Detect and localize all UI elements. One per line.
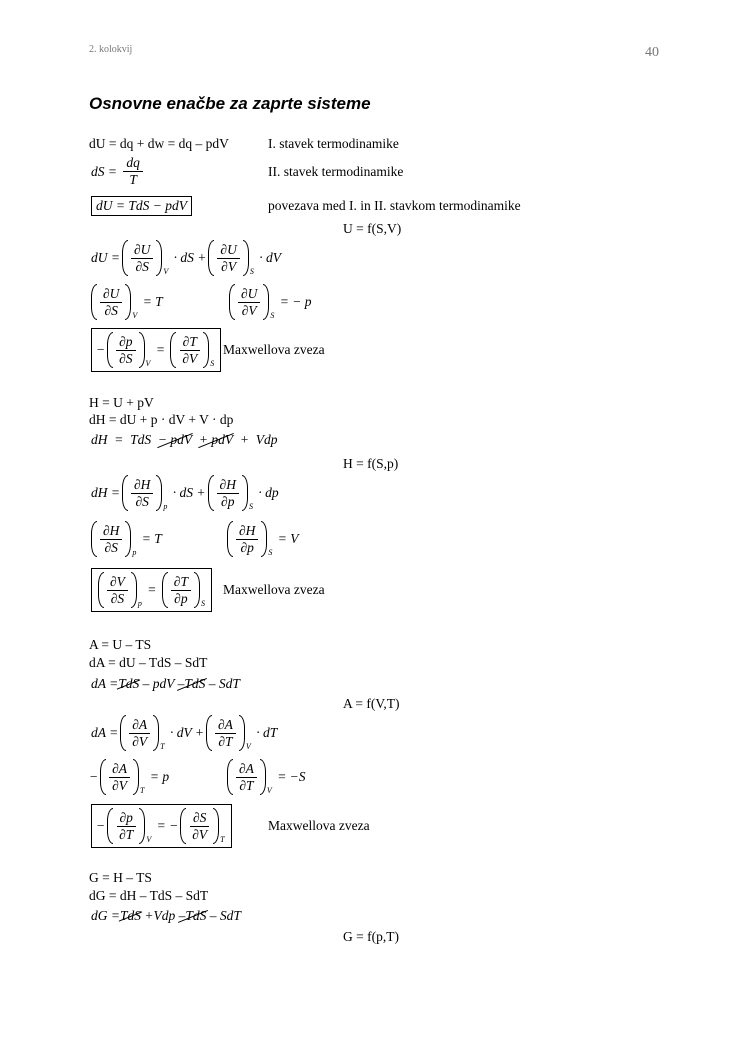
partial-derivative (206, 715, 251, 751)
subscript: p (137, 599, 142, 608)
maxwell-relation-box (91, 568, 212, 612)
subscript: S (210, 359, 215, 368)
operator: · dV (255, 250, 281, 265)
right-paren-icon (125, 521, 131, 557)
numerator: ∂p (117, 810, 136, 827)
fraction (107, 574, 128, 607)
math-term: dH = TdS (91, 432, 158, 447)
denominator: ∂V (241, 302, 257, 318)
left-paren-icon (162, 572, 168, 608)
fraction (171, 574, 191, 607)
denominator: ∂S (135, 258, 149, 274)
math-term: − (96, 818, 106, 833)
denominator: ∂T (119, 826, 134, 842)
partial-derivative (107, 332, 150, 368)
rhs: = − p (276, 294, 312, 309)
struck-term: TdS (118, 676, 140, 691)
total-differential-a (91, 715, 277, 751)
struck-term: –TdS (177, 676, 206, 691)
math-term: +Vdp (141, 908, 179, 923)
denominator: ∂V (192, 826, 208, 842)
fraction (217, 242, 239, 275)
gibbs-expanded (91, 908, 241, 924)
struck-term: TdS (119, 908, 141, 923)
left-paren-icon (206, 715, 212, 751)
fraction (116, 810, 136, 843)
relation-pressure (227, 284, 312, 320)
fraction (236, 523, 258, 556)
right-paren-icon (156, 475, 162, 511)
left-paren-icon (91, 521, 97, 557)
maxwell-label: Maxwellova zveza (223, 582, 325, 597)
math-term: dA = (91, 676, 119, 691)
math-term: = (152, 342, 169, 357)
subscript: S (248, 502, 253, 511)
left-paren-icon (122, 475, 128, 511)
right-paren-icon (125, 284, 131, 320)
left-paren-icon (98, 572, 104, 608)
right-paren-icon (139, 332, 145, 368)
left-paren-icon (91, 284, 97, 320)
subscript: S (200, 599, 205, 608)
helmholtz-differential: dA = dU – TdS – SdT (89, 655, 208, 670)
left-paren-icon (208, 475, 214, 511)
partial-derivative (120, 715, 164, 751)
math-term: = T (138, 531, 162, 546)
math-term: dH = (91, 485, 120, 500)
subscript: S (268, 548, 273, 557)
numerator: ∂U (100, 286, 122, 303)
math-term: + Vdp (233, 432, 278, 447)
subscript: T (220, 835, 225, 844)
relation-volume (225, 521, 299, 557)
page-number: 40 (645, 45, 659, 60)
math-term: · dS + (169, 485, 206, 500)
math-term: = p (146, 769, 170, 784)
running-header: 2. kolokvij (89, 44, 133, 55)
partial-derivative (122, 240, 168, 276)
rhs: = T (139, 294, 163, 309)
partial-derivative (180, 808, 224, 844)
numerator: ∂U (238, 286, 260, 303)
fraction (116, 334, 135, 367)
lhs: dU = (91, 250, 120, 265)
operator: · dS + (170, 250, 207, 265)
fraction (100, 523, 122, 556)
denominator: ∂S (104, 539, 118, 555)
numerator: ∂H (217, 477, 239, 494)
left-paren-icon (208, 240, 214, 276)
numerator: ∂H (236, 523, 258, 540)
denominator: ∂V (112, 777, 128, 793)
left-paren-icon (170, 332, 176, 368)
enthalpy-differential: dH = dU + p · dV + V · dp (89, 412, 234, 427)
relation-entropy (225, 759, 306, 795)
maxwell-relation-box (91, 804, 232, 848)
numerator: ∂A (129, 717, 150, 734)
struck-term: − pdV (157, 432, 193, 447)
numerator: ∂p (116, 334, 135, 351)
second-law-label: II. stavek termodinamike (268, 164, 404, 179)
denominator: ∂S (119, 350, 133, 366)
fraction (123, 155, 143, 188)
math-term: − (96, 342, 106, 357)
enthalpy-expanded (91, 432, 277, 448)
relation-temperature (89, 521, 162, 557)
struck-term: –TdS (178, 908, 207, 923)
denominator: ∂T (218, 733, 233, 749)
left-paren-icon (229, 284, 235, 320)
subscript: V (146, 835, 152, 844)
math-term: · dV + (166, 725, 204, 740)
subscript: S (249, 267, 254, 276)
math-term: – SdT (206, 908, 241, 923)
denominator: ∂p (221, 493, 235, 509)
fraction (131, 477, 153, 510)
helmholtz-expanded (91, 676, 240, 692)
fraction (131, 242, 153, 275)
second-law-equation (91, 155, 146, 188)
right-paren-icon (139, 808, 145, 844)
math-term (192, 432, 199, 447)
partial-derivative (227, 521, 272, 557)
fraction (109, 761, 130, 794)
partial-derivative (208, 475, 253, 511)
left-paren-icon (120, 715, 126, 751)
right-paren-icon (260, 759, 266, 795)
page-title: Osnovne enačbe za zaprte sisteme (89, 94, 371, 113)
subscript: p (163, 502, 168, 511)
combined-law-box: dU = TdS − pdV (91, 196, 192, 216)
partial-derivative (98, 572, 142, 608)
fraction (129, 717, 150, 750)
partial-derivative (227, 759, 272, 795)
denominator: ∂S (104, 302, 118, 318)
math-term: = (143, 582, 160, 597)
math-term: = − (153, 818, 179, 833)
subscript: T (160, 742, 165, 751)
math-term: dA = (91, 725, 119, 740)
denominator: T (129, 172, 137, 187)
struck-term: + pdV (198, 432, 234, 447)
relation-pressure (89, 759, 169, 795)
subscript: V (132, 311, 138, 320)
numerator: ∂A (215, 717, 236, 734)
left-paren-icon (227, 521, 233, 557)
right-paren-icon (213, 808, 219, 844)
helmholtz-definition: A = U – TS (89, 637, 152, 652)
left-paren-icon (180, 808, 186, 844)
subscript: V (245, 742, 251, 751)
maxwell-label: Maxwellova zveza (223, 342, 325, 357)
maxwell-relation-box (91, 328, 221, 372)
partial-derivative (208, 240, 253, 276)
right-paren-icon (243, 240, 249, 276)
denominator: ∂S (110, 590, 125, 606)
math-term: dG = (91, 908, 120, 923)
left-paren-icon (227, 759, 233, 795)
lhs: dS = (91, 163, 121, 179)
right-paren-icon (194, 572, 200, 608)
numerator: ∂A (236, 761, 257, 778)
fraction (189, 810, 210, 843)
fraction (215, 717, 236, 750)
function-h: H = f(S,p) (343, 456, 399, 471)
subscript: S (270, 311, 275, 320)
math-term: – SdT (205, 676, 240, 691)
numerator: ∂T (171, 574, 191, 591)
partial-derivative (107, 808, 151, 844)
numerator: ∂U (217, 242, 239, 259)
maxwell-label: Maxwellova zveza (268, 818, 370, 833)
left-paren-icon (100, 759, 106, 795)
gibbs-definition: G = H – TS (89, 870, 152, 885)
total-differential-u (91, 240, 281, 276)
subscript: T (140, 786, 145, 795)
partial-derivative (91, 521, 136, 557)
right-paren-icon (203, 332, 209, 368)
fraction (217, 477, 239, 510)
combined-law-label: povezava med I. in II. stavkom termodinamike (268, 198, 521, 213)
right-paren-icon (242, 475, 248, 511)
first-law-equation: dU = dq + dw = dq – pdV (89, 136, 229, 151)
partial-derivative (170, 332, 214, 368)
numerator: ∂T (180, 334, 200, 351)
math-term: = V (274, 531, 299, 546)
right-paren-icon (263, 284, 269, 320)
subscript: p (132, 548, 137, 557)
right-paren-icon (239, 715, 245, 751)
gibbs-differential: dG = dH – TdS – SdT (89, 888, 209, 903)
left-paren-icon (107, 332, 113, 368)
numerator: ∂V (107, 574, 128, 591)
relation-temperature (89, 284, 163, 320)
function-g: G = f(p,T) (343, 929, 399, 944)
right-paren-icon (261, 521, 267, 557)
partial-derivative (100, 759, 144, 795)
subscript: V (163, 267, 169, 276)
right-paren-icon (153, 715, 159, 751)
numerator: ∂S (190, 810, 209, 827)
numerator: ∂U (131, 242, 153, 259)
subscript: V (266, 786, 272, 795)
numerator: ∂H (100, 523, 122, 540)
total-differential-h (91, 475, 279, 511)
math-term: · dp (254, 485, 279, 500)
left-paren-icon (122, 240, 128, 276)
denominator: ∂S (135, 493, 149, 509)
denominator: ∂V (132, 733, 148, 749)
partial-derivative (162, 572, 205, 608)
fraction (238, 286, 260, 319)
left-paren-icon (107, 808, 113, 844)
denominator: ∂p (174, 590, 188, 606)
enthalpy-definition: H = U + pV (89, 395, 154, 410)
math-term: − (89, 769, 99, 784)
subscript: V (145, 359, 151, 368)
partial-derivative (229, 284, 274, 320)
denominator: ∂p (240, 539, 254, 555)
numerator: ∂A (109, 761, 130, 778)
right-paren-icon (131, 572, 137, 608)
denominator: ∂V (182, 350, 198, 366)
partial-derivative (122, 475, 167, 511)
first-law-label: I. stavek termodinamike (268, 136, 399, 151)
denominator: ∂V (221, 258, 237, 274)
fraction (179, 334, 200, 367)
function-u: U = f(S,V) (343, 221, 402, 236)
fraction (100, 286, 122, 319)
right-paren-icon (133, 759, 139, 795)
function-a: A = f(V,T) (343, 696, 400, 711)
partial-derivative (91, 284, 137, 320)
right-paren-icon (156, 240, 162, 276)
math-term: – pdV (139, 676, 178, 691)
denominator: ∂T (239, 777, 254, 793)
math-term: · dT (252, 725, 278, 740)
numerator: dq (123, 155, 143, 172)
math-term: = −S (273, 769, 306, 784)
numerator: ∂H (131, 477, 153, 494)
fraction (236, 761, 257, 794)
